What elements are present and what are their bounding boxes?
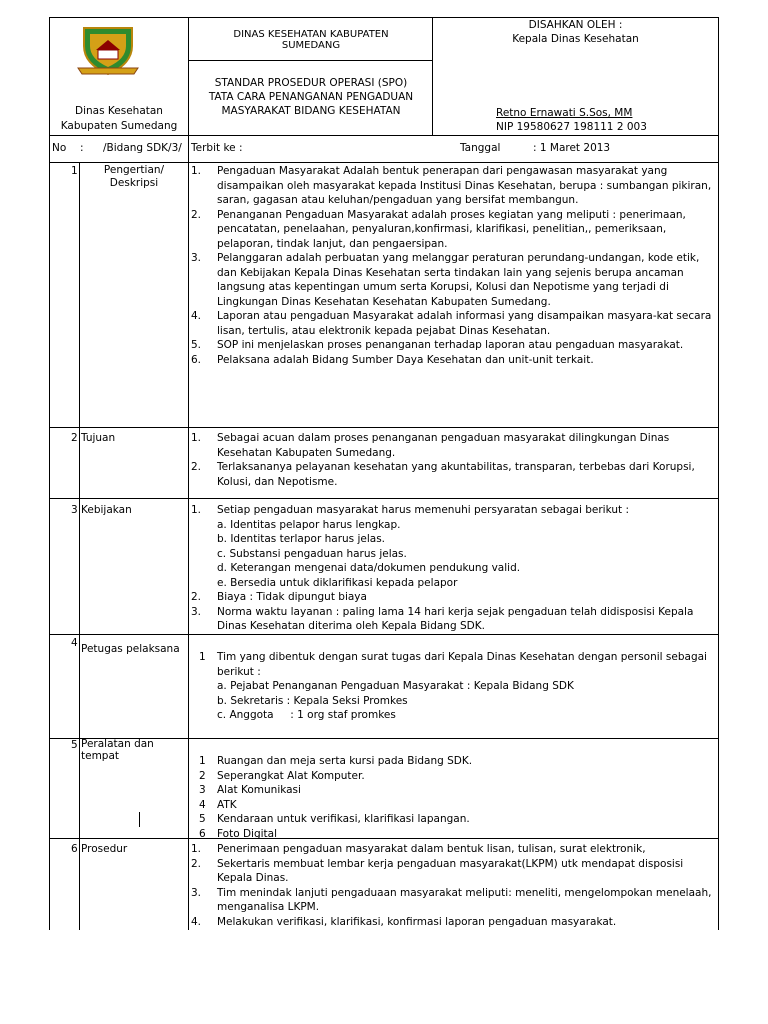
doc-title-line2: SUMEDANG: [281, 40, 341, 51]
section-number: 4: [71, 637, 78, 649]
list-item: e. Bersedia untuk diklarifikasi kepada pelapor: [217, 576, 458, 589]
list-item: 2. Sekertaris membuat lembar kerja pengaduan masyarakat(LKPM) utk mendapat disposisi Kepala Dinas.: [191, 857, 684, 884]
org-name-line2: Kabupaten Sumedang: [60, 120, 178, 132]
list-item: a. Identitas pelapor harus lengkap.: [217, 518, 401, 531]
section-number: 1: [71, 165, 78, 177]
terbit-label: Terbit ke :: [191, 142, 243, 154]
list-item: 1 Ruangan dan meja serta kursi pada Bidang SDK.: [199, 755, 473, 767]
list-item: 4. Melakukan verifikasi, klarifikasi, konfirmasi laporan pengaduan masyarakat.: [191, 915, 617, 928]
section-title: Petugas pelaksana: [81, 643, 180, 655]
tanggal-value: : 1 Maret 2013: [533, 142, 611, 154]
section-2-list: [191, 431, 716, 489]
section-number: 5: [71, 739, 78, 751]
list-item: d. Keterangan mengenai data/dokumen pendukung valid.: [217, 562, 521, 574]
list-item: c. Anggota : 1 org staf promkes: [217, 709, 396, 721]
list-item: 5. SOP ini menjelaskan proses penanganan terhadap laporan atau pengaduan masyarakat.: [191, 339, 684, 351]
list-item: 6 Foto Digital: [199, 827, 278, 840]
list-item: b. Sekretaris : Kepala Seksi Promkes: [217, 694, 408, 707]
list-item: 1 Tim yang dibentuk dengan surat tugas dari Kepala Dinas Kesehatan dengan personil sebagai berikut :: [199, 651, 707, 678]
section-title: Pengertian/ Deskripsi: [103, 164, 165, 189]
list-item: b. Identitas terlapor harus jelas.: [217, 533, 386, 545]
list-item: 3. Norma waktu layanan : paling lama 14 hari kerja sejak pengaduan telah didisposisi Kepala Dinas Kesehatan diterima oleh Kepala Bidang SDK.: [191, 605, 694, 632]
list-item: 2 Seperangkat Alat Komputer.: [199, 769, 365, 782]
spo-title-line1: STANDAR PROSEDUR OPERASI (SPO): [214, 77, 408, 89]
list-item: 1. Setiap pengaduan masyarakat harus memenuhi persyaratan sebagai berikut :: [191, 504, 630, 516]
list-item: 3. Pelanggaran adalah perbuatan yang melanggar peraturan perundang-undangan, kode etik, dan Kebijakan Kepala Dinas Kesehatan serta tindakan lain yang sejenis berupa ancaman langsung atas kepentingan umum serta Korupsi, Kolusi dan Nepotisme yang terjadi di Lingkungan Dinas Kesehatan Kesehatan Kabupaten Sumedang.: [191, 252, 700, 308]
org-name-line1: Dinas Kesehatan: [75, 105, 163, 117]
spo-title-line3: MASYARAKAT BIDANG KESEHATAN: [221, 105, 401, 117]
approver-nip: NIP 19580627 198111 2 003: [496, 121, 647, 133]
list-item: 1. Pengaduan Masyarakat Adalah bentuk penerapan dari pengawasan masyarakat yang disampaikan oleh masyarakat kepada Institusi Dinas Kesehatan, berupa : sumbangan pikiran, saran, gagasan atau keluhan/pengaduan yang bersifat membangun.: [191, 165, 712, 206]
section-1-list: [191, 164, 716, 367]
approver-title: Kepala Dinas Kesehatan: [512, 33, 639, 45]
section-6-list: [191, 842, 716, 929]
bidang-code: /Bidang SDK/3/: [103, 142, 182, 154]
list-item: 3 Alat Komunikasi: [199, 784, 301, 796]
logo: [76, 24, 140, 80]
list-item: 2. Penanganan Pengaduan Masyarakat adalah proses kegiatan yang meliputi : penerimaan, pencatatan, penelaahan, penyaluran,konfirmasi, klarifikasi, penelitian,, pemeriksaan, pelaporan, tindak lanjut, dan pengaersipan.: [191, 208, 686, 250]
list-item: 1. Penerimaan pengaduan masyarakat dalam bentuk lisan, tulisan, surat elektronik,: [191, 843, 646, 855]
tanggal-label: Tanggal: [460, 142, 501, 154]
section-title: Kebijakan: [81, 504, 132, 516]
list-item: 5 Kendaraan untuk verifikasi, klarifikasi lapangan.: [199, 813, 470, 825]
section-title: Prosedur: [81, 843, 128, 855]
list-item: 6. Pelaksana adalah Bidang Sumber Daya Kesehatan dan unit-unit terkait.: [191, 353, 594, 366]
list-item: 1. Sebagai acuan dalam proses penanganan pengaduan masyarakat dilingkungan Dinas Kesehatan Kabupaten Sumedang.: [191, 432, 670, 459]
section-4-list: [191, 650, 716, 723]
list-item: 4. Laporan atau pengaduan Masyarakat adalah informasi yang disampaikan masyara-kat secara lisan, tertulis, atau elektronik kepada pejabat Dinas Kesehatan.: [191, 310, 712, 337]
section-number: 2: [71, 432, 78, 444]
list-item: 3. Tim menindak lanjuti pengaduaan masyarakat meliputi: meneliti, mengelompokan menelaah, menganalisa LKPM.: [191, 886, 712, 913]
approver-name: Retno Ernawati S.Sos, MM: [496, 107, 633, 119]
section-5-list: [191, 754, 716, 841]
section-number: 3: [71, 504, 78, 516]
list-item: 4 ATK: [199, 798, 237, 811]
list-item: 2. Biaya : Tidak dipungut biaya: [191, 591, 367, 603]
approved-by: DISAHKAN OLEH :: [528, 19, 623, 31]
spo-title-line2: TATA CARA PENANGANAN PENGADUAN: [208, 91, 414, 103]
section-number: 6: [71, 843, 78, 855]
no-label: No: [52, 142, 67, 154]
section-title: Tujuan: [81, 432, 116, 444]
list-item: a. Pejabat Penanganan Pengaduan Masyarakat : Kepala Bidang SDK: [217, 680, 574, 692]
list-item: 2. Terlaksananya pelayanan kesehatan yang akuntabilitas, transparan, terbebas dari Korupsi, Kolusi, dan Nepotisme.: [191, 461, 695, 488]
list-item: c. Substansi pengaduan harus jelas.: [217, 547, 407, 560]
no-colon: :: [80, 142, 84, 154]
doc-title-line1: DINAS KESEHATAN KABUPATEN: [233, 29, 389, 40]
section-3-list: [191, 503, 716, 634]
section-title: Peralatan dan tempat: [81, 738, 154, 762]
